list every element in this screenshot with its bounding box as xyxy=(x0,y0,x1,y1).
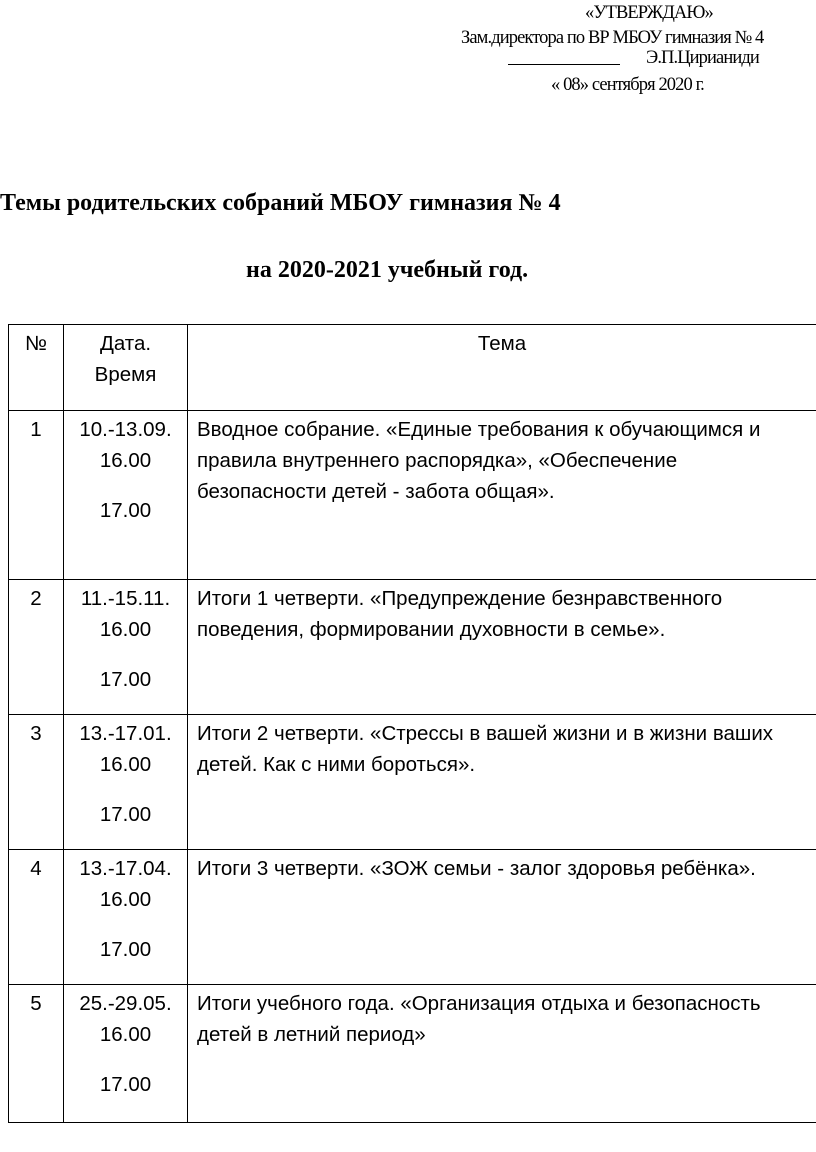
header-date xyxy=(64,325,188,411)
approval-position: Зам.директора по ВР МБОУ гимназия № 4 xyxy=(461,28,764,48)
row-date: 11.-15.11. xyxy=(80,587,171,610)
header-time-label: Время xyxy=(94,363,157,386)
row-date-time xyxy=(64,411,188,580)
row-topic: Итоги 1 четверти. «Предупреждение безнравственного поведения, формировании духовности в семье». xyxy=(188,580,816,715)
row-number: 4 xyxy=(9,850,64,985)
table-row xyxy=(9,411,816,580)
row-topic: Итоги 3 четверти. «ЗОЖ семьи - залог здоровья ребёнка». xyxy=(188,850,816,985)
row-time-2: 17.00 xyxy=(99,499,152,522)
approval-title: «УТВЕРЖДАЮ» xyxy=(585,3,713,23)
row-time-1: 16.00 xyxy=(99,753,152,776)
row-topic: Итоги 2 четверти. «Стрессы в вашей жизни и в жизни ваших детей. Как с ними бороться». xyxy=(188,715,816,850)
table-row xyxy=(9,580,816,715)
header-date-label: Дата. xyxy=(99,332,152,355)
meetings-table xyxy=(8,324,816,1123)
row-time-2: 17.00 xyxy=(99,668,152,691)
row-time-2: 17.00 xyxy=(99,1073,152,1096)
row-time-1: 16.00 xyxy=(99,1023,152,1046)
approval-date: « 08» сентября 2020 г. xyxy=(551,75,704,95)
signature-line xyxy=(508,50,620,65)
row-date: 10.-13.09. xyxy=(79,418,172,441)
header-topic: Тема xyxy=(188,325,816,411)
row-date-time xyxy=(64,985,188,1123)
document-subtitle: на 2020-2021 учебный год. xyxy=(246,257,529,283)
table-row xyxy=(9,715,816,850)
row-number: 2 xyxy=(9,580,64,715)
row-time-1: 16.00 xyxy=(99,618,152,641)
row-time-2: 17.00 xyxy=(99,803,152,826)
row-date-time xyxy=(64,580,188,715)
row-time-1: 16.00 xyxy=(99,888,152,911)
row-date: 13.-17.01. xyxy=(79,722,172,745)
row-number: 3 xyxy=(9,715,64,850)
table-row xyxy=(9,850,816,985)
document-title: Темы родительских собраний МБОУ гимназия № 4 xyxy=(0,190,561,216)
row-date: 13.-17.04. xyxy=(79,857,172,880)
row-topic: Вводное собрание. «Единые требования к обучающимся и правила внутреннего распорядка», «Обеспечение безопасности детей - забота общая». xyxy=(188,411,816,580)
row-date-time xyxy=(64,850,188,985)
row-time-1: 16.00 xyxy=(99,449,152,472)
row-number: 5 xyxy=(9,985,64,1123)
table-row xyxy=(9,985,816,1123)
row-number: 1 xyxy=(9,411,64,580)
approver-name: Э.П.Цирианиди xyxy=(646,48,759,68)
row-topic: Итоги учебного года. «Организация отдыха и безопасность детей в летний период» xyxy=(188,985,816,1123)
header-number: № xyxy=(9,325,64,411)
row-date-time xyxy=(64,715,188,850)
row-date: 25.-29.05. xyxy=(79,992,172,1015)
row-time-2: 17.00 xyxy=(99,938,152,961)
table-header-row xyxy=(9,325,816,411)
